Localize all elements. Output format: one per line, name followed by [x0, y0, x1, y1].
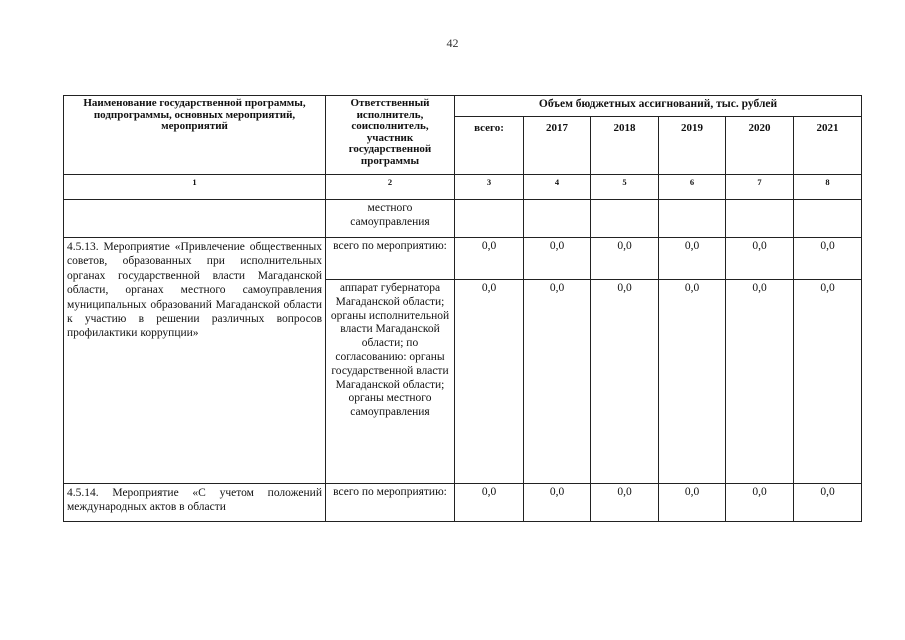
responsible-cell: всего по мероприятию:	[326, 238, 455, 280]
column-number: 6	[659, 175, 726, 200]
header-name: Наименование государственной программы, подпрограммы, основных мероприятий, мероприятий	[64, 96, 326, 175]
responsible-cell: местного самоуправления	[326, 200, 455, 238]
value-cell: 0,0	[726, 484, 794, 522]
header-year: 2017	[524, 117, 591, 175]
table-row	[64, 484, 862, 522]
responsible-cell: всего по мероприятию:	[326, 484, 455, 522]
value-cell: 0,0	[455, 238, 524, 280]
header-budget-group: Объем бюджетных ассигнований, тыс. рублей	[455, 96, 862, 117]
value-cell: 0,0	[524, 484, 591, 522]
value-cell: 0,0	[794, 280, 862, 484]
table-row	[64, 238, 862, 280]
measure-name: 4.5.14. Мероприятие «С учетом положений международных актов в области	[64, 484, 326, 522]
header-year: 2020	[726, 117, 794, 175]
header-row-1	[64, 96, 862, 117]
page-number: 42	[446, 36, 459, 50]
value-cell: 0,0	[455, 484, 524, 522]
value-cell: 0,0	[659, 238, 726, 280]
column-number: 5	[591, 175, 659, 200]
header-responsible: Ответственный исполнитель, соисполнитель, участник государственной программы	[326, 96, 455, 175]
column-number: 4	[524, 175, 591, 200]
header-year: 2018	[591, 117, 659, 175]
column-number: 2	[326, 175, 455, 200]
column-number: 1	[64, 175, 326, 200]
name-cell	[64, 200, 326, 238]
value-cell: 0,0	[726, 238, 794, 280]
header-year: всего:	[455, 117, 524, 175]
value-cell: 0,0	[794, 238, 862, 280]
value-cell: 0,0	[659, 280, 726, 484]
value-cell: 0,0	[726, 280, 794, 484]
value-cell: 0,0	[591, 484, 659, 522]
value-cell: 0,0	[591, 280, 659, 484]
table-row	[64, 200, 862, 238]
header-year: 2019	[659, 117, 726, 175]
column-number: 8	[794, 175, 862, 200]
value-cell: 0,0	[659, 484, 726, 522]
measure-name: 4.5.13. Мероприятие «Привлечение общественных советов, образованных при исполнительных органах государственной власти Магаданской области, органах местного самоуправления муниципальных образований Магаданской области к участию в решении различных вопросов профилактики коррупции»	[64, 238, 326, 484]
value-cell: 0,0	[591, 238, 659, 280]
value-cell: 0,0	[794, 484, 862, 522]
column-number-row	[64, 175, 862, 200]
column-number: 7	[726, 175, 794, 200]
value-cell: 0,0	[524, 238, 591, 280]
value-cell: 0,0	[524, 280, 591, 484]
budget-table	[63, 95, 862, 522]
value-cell: 0,0	[455, 280, 524, 484]
responsible-cell: аппарат губернатора Магаданской области; органы исполнительной власти Магаданской области; по согласованию: органы государственной власти Магаданской области; органы местного самоуправления	[326, 280, 455, 484]
header-year: 2021	[794, 117, 862, 175]
column-number: 3	[455, 175, 524, 200]
